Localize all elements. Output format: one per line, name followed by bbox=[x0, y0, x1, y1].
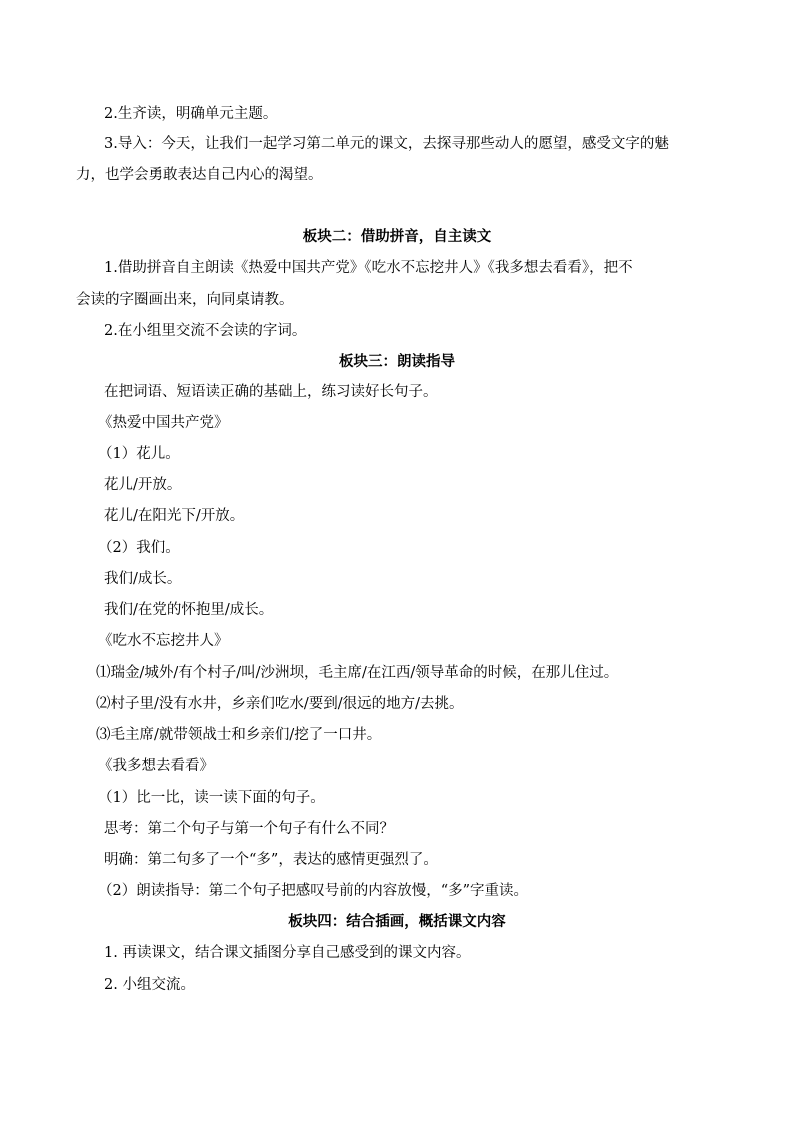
text-1-line: （1）花儿。 bbox=[98, 446, 180, 462]
text-3-line: 明确：第二句多了一个“多”，表达的感情更强烈了。 bbox=[104, 852, 438, 868]
text-3-line: （1）比一比，读一读下面的句子。 bbox=[98, 790, 325, 806]
text-2-line: ⑴瑞金/城外/有个村子/叫/沙洲坝，毛主席/在江西/领导革命的时候，在那儿住过。 bbox=[96, 665, 619, 681]
section-2-heading: 板块二：借助拼音，自主读文 bbox=[302, 228, 492, 245]
text-3-line: （2）朗读指导：第二个句子把感叹号前的内容放慢，“多”字重读。 bbox=[98, 883, 529, 899]
intro-item-3-line-1: 3.导入：今天，让我们一起学习第二单元的课文，去探寻那些动人的愿望，感受文字的魅 bbox=[104, 136, 669, 152]
text-1-line: 花儿/开放。 bbox=[104, 477, 182, 493]
section-4-heading: 板块四：结合插画，概括课文内容 bbox=[288, 913, 506, 930]
text-3-title: 《我多想去看看》 bbox=[98, 758, 214, 774]
intro-item-2: 2.生齐读，明确单元主题。 bbox=[104, 106, 278, 122]
intro-item-3-line-2: 力，也学会勇敢表达自己内心的渴望。 bbox=[76, 167, 323, 183]
section-4-item-2: 2. 小组交流。 bbox=[104, 977, 195, 993]
text-2-line: ⑶毛主席/就带领战士和乡亲们/挖了一口井。 bbox=[96, 727, 382, 743]
text-2-line: ⑵村子里/没有水井，乡亲们吃水/要到/很远的地方/去挑。 bbox=[96, 696, 464, 712]
section-4-item-1: 1. 再读课文，结合课文插图分享自己感受到的课文内容。 bbox=[104, 945, 471, 961]
text-1-line: 我们/成长。 bbox=[104, 571, 182, 587]
section-3-intro: 在把词语、短语读正确的基础上，练习读好长句子。 bbox=[104, 384, 438, 400]
section-2-item-1-line-2: 会读的字圈画出来，向同桌请教。 bbox=[76, 292, 294, 308]
section-3-heading: 板块三：朗读指导 bbox=[339, 353, 455, 370]
text-3-line: 思考：第二个句子与第一个句子有什么不同？ bbox=[104, 821, 394, 837]
text-2-title: 《吃水不忘挖井人》 bbox=[98, 633, 229, 649]
section-2-item-1-line-1: 1.借助拼音自主朗读《热爱中国共产党》《吃水不忘挖井人》《我多想去看看》，把不 bbox=[104, 260, 633, 276]
text-1-line: 花儿/在阳光下/开放。 bbox=[104, 508, 245, 524]
text-1-line: 我们/在党的怀抱里/成长。 bbox=[104, 602, 274, 618]
text-1-line: （2）我们。 bbox=[98, 540, 180, 556]
section-2-item-2: 2.在小组里交流不会读的字词。 bbox=[104, 323, 307, 339]
text-1-title: 《热爱中国共产党》 bbox=[98, 415, 229, 431]
